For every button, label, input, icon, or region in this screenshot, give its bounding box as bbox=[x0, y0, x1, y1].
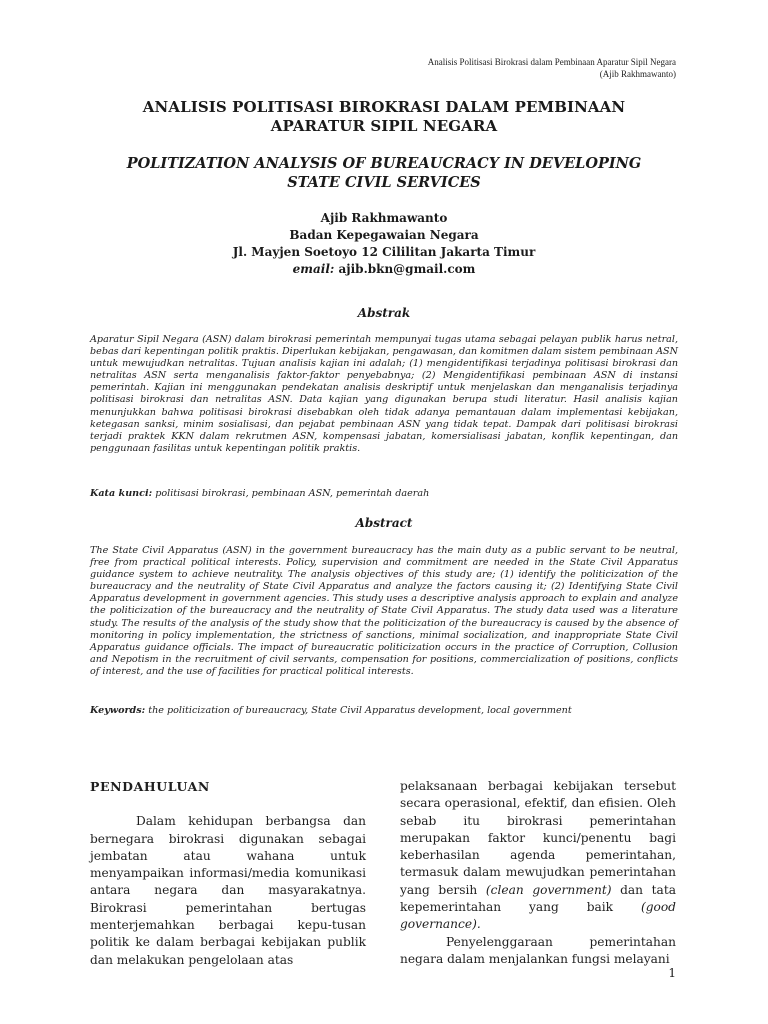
title-id-line-1: ANALISIS POLITISASI BIROKRASI DALAM PEMBINAAN bbox=[142, 98, 626, 116]
body-paragraph: Penyelenggaraan pemerintahan negara dalam menjalankan fungsi melayani bbox=[400, 934, 676, 966]
body-column-right bbox=[400, 778, 676, 968]
running-head bbox=[256, 56, 676, 80]
keywords-text: the politicization of bureaucracy, State Civil Apparatus development, local government bbox=[148, 705, 572, 716]
running-head-author: (Ajib Rakhmawanto) bbox=[599, 69, 676, 79]
paper-title-english bbox=[90, 154, 678, 192]
body-text: pelaksanaan berbagai kebijakan tersebut secara operasional, efektif, dan efisien. Oleh sebab itu birokrasi pemerintahan merupakan faktor kunci/penentu bagi keberhasilan agenda pemerintahan, termasuk dalam mewujudkan pemerintahan yang bersih bbox=[400, 779, 676, 897]
keywords-label: Keywords: bbox=[90, 705, 146, 716]
title-en-line-1: POLITIZATION ANALYSIS OF BUREAUCRACY IN DEVELOPING bbox=[126, 155, 642, 172]
abstract-body: The State Civil Apparatus (ASN) in the government bureaucracy has the main duty as a public servant to be neutral, free from practical political interests. Policy, supervision and commitment are needed in the State Civil Apparatus guidance system to achieve neutrality. The analysis objectives of this study are; (1) identify the politicization of the bureaucracy and the neutrality of State Civil Apparatus and analyze the factors causing it; (2) Identifying State Civil Apparatus development in government agencies. This study uses a descriptive analysis approach to explain and analyze the politicization of the bureaucracy and the neutrality of State Civil Apparatus. The study data used was a literature study. The results of the analysis of the study show that the politicization of the bureaucracy is caused by the absence of monitoring in policy implementation, the strictness of sanctions, minimal socialization, and inappropriate State Civil Apparatus guidance officials. The impact of bureaucratic politicization occurs in the practice of Corruption, Collusion and Nepotism in the recruitment of civil servants, compensation for positions, commercialization of positions, conflicts of interest, and the use of facilities for practical political interests. bbox=[90, 545, 678, 677]
page-number: 1 bbox=[668, 966, 676, 980]
author-email[interactable]: ajib.bkn@gmail.com bbox=[338, 262, 476, 276]
title-en-line-2: STATE CIVIL SERVICES bbox=[287, 174, 481, 191]
author-block bbox=[90, 210, 678, 278]
kata-kunci-label: Kata kunci: bbox=[90, 488, 153, 499]
body-text: dan tata kepemerintahan yang baik bbox=[400, 882, 676, 915]
author-email-line bbox=[90, 261, 678, 278]
author-institution: Badan Kepegawaian Negara bbox=[289, 228, 479, 242]
body-italic-term: (clean government) bbox=[485, 882, 612, 897]
abstrak-heading: Abstrak bbox=[357, 306, 411, 320]
section-heading-pendahuluan: PENDAHULUAN bbox=[90, 779, 210, 794]
author-address: Jl. Mayjen Soetoyo 12 Cililitan Jakarta Timur bbox=[232, 245, 536, 259]
kata-kunci bbox=[90, 488, 678, 500]
title-id-line-2: APARATUR SIPIL NEGARA bbox=[270, 117, 498, 135]
body-italic-term: (good governance). bbox=[400, 900, 676, 932]
body-column-left bbox=[90, 778, 366, 969]
email-label: email: bbox=[292, 262, 335, 276]
paper-title-indonesian bbox=[90, 98, 678, 136]
running-head-title: Analisis Politisasi Birokrasi dalam Pembinaan Aparatur Sipil Negara bbox=[427, 57, 676, 67]
keywords bbox=[90, 705, 678, 717]
kata-kunci-text: politisasi birokrasi, pembinaan ASN, pemerintah daerah bbox=[155, 488, 430, 499]
body-paragraph-continued bbox=[400, 778, 676, 934]
abstrak-body: Aparatur Sipil Negara (ASN) dalam birokrasi pemerintah mempunyai tugas utama sebagai pelayan publik harus netral, bebas dari kepentingan politik praktis. Diperlukan kebijakan, pengawasan, dan komitmen dalam sistem pembinaan ASN untuk mewujudkan netralitas. Tujuan analisis kajian ini adalah; (1) mengidentifikasi terjadinya politisasi birokrasi dan netralitas ASN serta menganalisis faktor-faktor penyebabnya; (2) Mengidentifikasi pembinaan ASN di instansi pemerintah. Kajian ini menggunakan pendekatan analisis deskriptif untuk menjelaskan dan menganalisis terjadinya politisasi birokrasi dan netralitas ASN. Data kajian yang digunakan berupa studi literatur. Hasil analisis kajian menunjukkan bahwa politisasi birokrasi disebabkan oleh tidak adanya pemantauan dalam implementasi kebijakan, ketegasan sanksi, minim sosialisasi, dan pejabat pembinaan ASN yang tidak tepat. Dampak dari politisasi birokrasi terjadi praktek KKN dalam rekrutmen ASN, kompensasi jabatan, komersialisasi jabatan, konflik kepentingan, dan penggunaan fasilitas untuk kepentingan politik praktis. bbox=[90, 334, 678, 454]
abstract-heading: Abstract bbox=[355, 516, 413, 530]
body-paragraph: Dalam kehidupan berbangsa dan bernegara birokrasi digunakan sebagai jembatan atau wahana untuk menyampaikan informasi/media komunikasi antara negara dan masyarakatnya. Birokrasi pemerintahan bertugas menterjemahkan berbagai kepu-tusan politik ke dalam berbagai kebijakan publik dan melakukan pengelolaan atas bbox=[90, 814, 366, 967]
author-name: Ajib Rakhmawanto bbox=[320, 211, 448, 225]
